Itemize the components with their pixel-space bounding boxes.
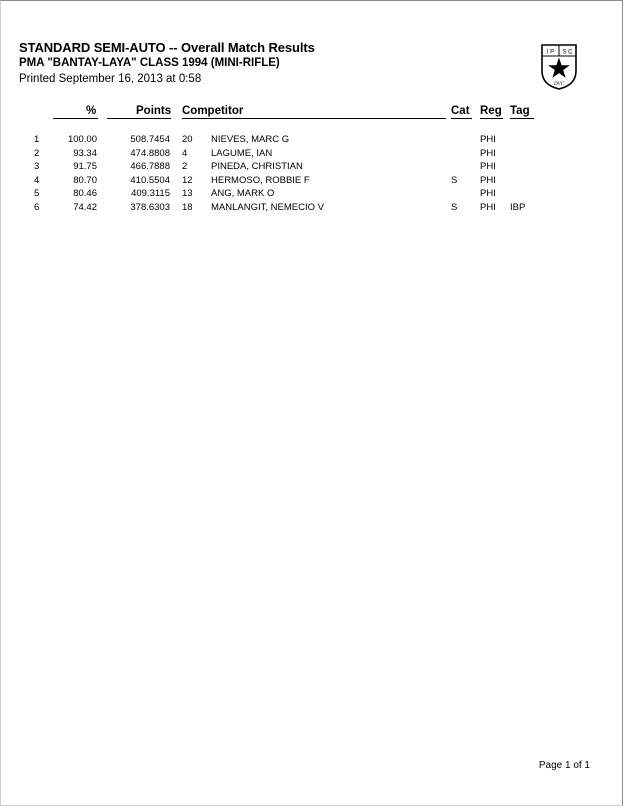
points-cell: 409.3115 [131,188,170,199]
reg-cell: PHI [480,201,496,213]
tag-cell: IBP [510,201,526,213]
header-underline [107,118,171,119]
competitor-name-cell: LAGUME, IAN [211,147,273,159]
place-cell: 4 [34,174,40,186]
logo-text-left: I P [546,49,555,56]
table-row [1,188,601,201]
column-header-points: Points [136,105,172,117]
pct-cell: 80.70 [73,174,97,186]
logo-text-right: S C [562,49,573,56]
reg-cell: PHI [480,147,496,159]
place-cell: 5 [34,188,40,199]
reg-cell: PHI [480,174,496,186]
column-header-reg: Reg [480,105,502,117]
pct-cell: 91.75 [73,161,97,172]
competitor-number-cell: 2 [182,161,188,172]
header-underline [480,118,503,119]
column-header-tag: Tag [510,105,530,117]
header-underline [510,118,534,119]
competitor-name-cell: HERMOSO, ROBBIE F [211,174,310,186]
header-underline [53,118,98,119]
competitor-name-cell: ANG, MARK O [211,188,275,199]
table-row [1,148,601,161]
logo-text-bottom: DVC [554,82,564,87]
reg-cell: PHI [480,188,496,199]
ipsc-logo-icon [539,43,579,91]
printed-date: Printed September 16, 2013 at 0:58 [19,73,202,85]
competitor-name-cell: MANLANGIT, NEMECIO V [211,201,324,213]
table-row [1,202,601,215]
table-row [1,161,601,174]
column-header-pct: % [86,105,97,117]
reg-cell: PHI [480,161,496,172]
place-cell: 1 [34,134,40,145]
competitor-number-cell: 20 [182,134,193,145]
points-cell: 474.8808 [130,147,170,159]
competitor-number-cell: 18 [182,201,193,213]
pct-cell: 93.34 [73,147,97,159]
competitor-number-cell: 13 [182,188,193,199]
pct-cell: 74.42 [73,201,97,213]
competitor-number-cell: 12 [182,174,193,186]
points-cell: 410.5504 [130,174,170,186]
cat-cell: S [451,201,458,213]
match-name: PMA "BANTAY-LAYA" CLASS 1994 (MINI-RIFLE) [19,57,280,69]
competitor-name-cell: PINEDA, CHRISTIAN [211,161,303,172]
column-header-cat: Cat [451,105,470,117]
competitor-number-cell: 4 [182,147,188,159]
table-row [1,175,601,188]
points-cell: 466.7888 [130,161,170,172]
header-underline [451,118,472,119]
page-number: Page 1 of 1 [538,760,590,771]
cat-cell: S [451,174,458,186]
competitor-name-cell: NIEVES, MARC G [211,134,290,145]
points-cell: 378.6303 [130,201,170,213]
table-row [1,134,601,147]
reg-cell: PHI [480,134,496,145]
place-cell: 6 [34,201,40,213]
pct-cell: 80.46 [73,188,97,199]
place-cell: 3 [34,161,40,172]
column-header-competitor: Competitor [182,105,244,117]
report-title: STANDARD SEMI-AUTO -- Overall Match Results [19,40,315,55]
header-underline [182,118,446,119]
place-cell: 2 [34,147,40,159]
pct-cell: 100.00 [67,134,97,145]
points-cell: 508.7454 [130,134,170,145]
